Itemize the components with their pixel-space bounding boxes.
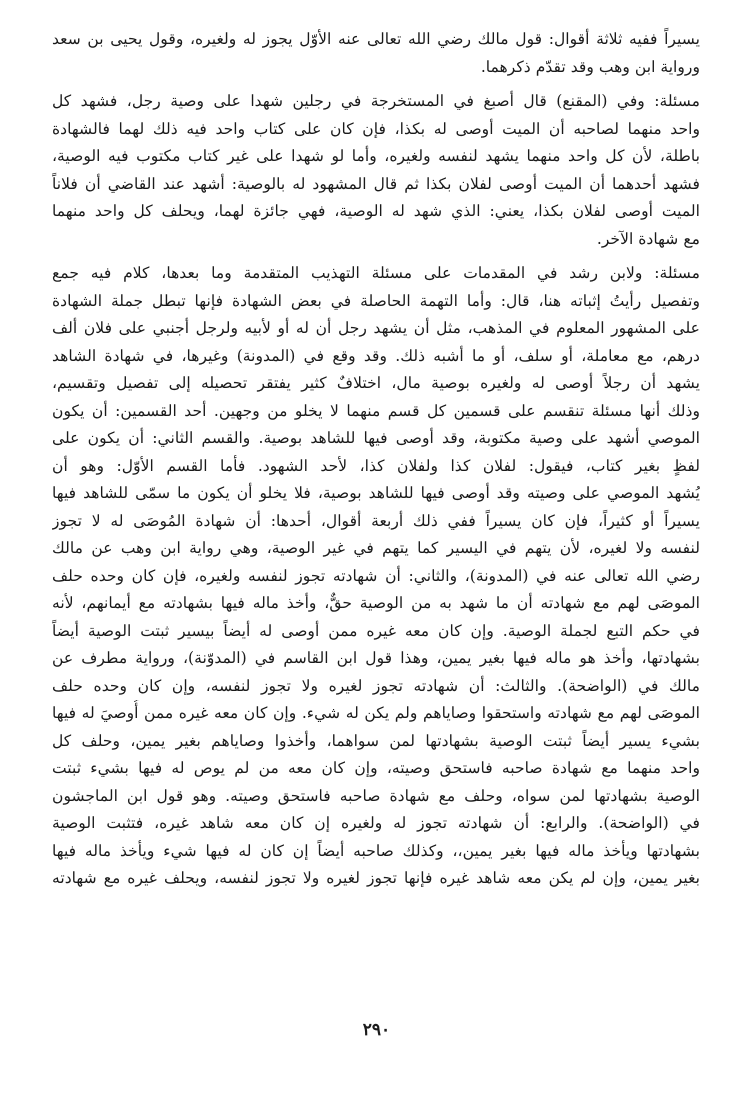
text-line: واحد منهما مع شهادة صاحبه فاستحق وصيته، وإن كان معه من لم يوص له فيها بشيء ثبتت — [52, 759, 700, 777]
text-line: ورواية ابن وهب وقد تقدّم ذكرهما. — [480, 57, 700, 76]
text-line: في حكم التبع لجملة الوصية. وإن كان معه غيره ممن أوصى له أيضاً بيسير ثبتت الوصية أيضاً — [52, 621, 700, 640]
text-line: الموصي أشهد على وصية مكتوبة، وقد أوصى فيها للشاهد بوصية. والقسم الثاني: أن يكون على — [52, 429, 700, 447]
text-line: يُشهد الموصي على وصيته وقد أوصى فيها للشاهد بوصية، فلا يخلو أن يكون ما سمّى للشاهد فيها — [52, 484, 700, 502]
text-line: وذلك أنها مسئلة تنقسم على قسمين كل قسم منهما لا يخلو من وجهين. أحد القسمين: أن يكون — [52, 401, 700, 420]
text-line: الوصية بشهادتها لمن سواه، وحلف مع شهادة صاحبه فاستحق وصيته. وهو قول ابن الماجشون — [52, 786, 700, 805]
page-number: ٢٩٠ — [362, 1020, 391, 1040]
paragraph-3 — [52, 260, 700, 893]
text-line: مسئلة: ولابن رشد في المقدمات على مسئلة التهذيب المتقدمة وما بعدها، كلام فيه جمع — [52, 264, 700, 282]
document-body — [52, 26, 700, 900]
text-line: مالك في (الواضحة). والثالث: أن شهادته تجوز لغيره ولا تجوز لنفسه، وإن كان وحده حلف — [52, 676, 700, 695]
text-line: الميت أوصى لفلان بكذا، يعني: الذي شهد له الوصية، فهي جائزة لهما، ويحلف كل واحد منهما — [52, 202, 700, 220]
text-line: باطلة، لأن كل واحد منهما يشهد لنفسه ولغيره، وأما لو شهدا على غير كتاب مكتوب فيه الوصية، — [52, 147, 700, 165]
text-line: لنفسه ولا لغيره، لأن يتهم في اليسير كما يتهم في غير الوصية، وهي رواية ابن وهب عن مالك — [52, 539, 700, 557]
paragraph-1 — [52, 26, 700, 81]
text-line: يشهد أن رجلاً أوصى له ولغيره بوصية مال، اختلافٌ كثير يفتقر تحصيله إلى تفصيل وتقسيم، — [52, 374, 700, 392]
text-line: الموصَى لهم مع شهادته واستحقوا وصاياهم ولم يكن له شيء. وإن كان معه غيره ممن أُوصيَ له فيها — [52, 704, 700, 722]
text-line: في (الواضحة). والرابع: أن شهادته تجوز له ولغيره إن كان معه شاهد غيره، فتثبت الوصية — [52, 814, 700, 832]
text-line: وتفصيل رأيتُ إثباته هنا، قال: وأما التهمة الحاصلة في بعض الشهادة فإنها تبطل جملة الشهادة — [52, 291, 700, 310]
text-line: مع شهادة الآخر. — [596, 229, 700, 248]
text-line: بشهادتها، وأخذ هو ماله فيها بغير يمين، وهذا قول ابن القاسم في (المدوّنة)، ورواية مطرف عن — [52, 649, 700, 667]
text-line: فشهد أحدهما أن الميت أوصى لفلان بكذا ثم قال المشهود له بالوصية: أشهد عند القاضي أن فلاناً — [52, 174, 700, 193]
text-line: رضي الله تعالى عنه في (المدونة)، والثاني: أن شهادته تجوز لنفسه ولغيره، فإن كان وحده حلف — [52, 566, 700, 585]
text-line: يسيراً ففيه ثلاثة أقوال: قول مالك رضي الله تعالى عنه الأوّل يجوز له ولغيره، وقول يحيى بن سعد — [52, 30, 700, 48]
text-line: واحد منهما لصاحبه أن الميت أوصى له بكذا، فإن كان على كتاب واحد فيه ذلك لهما فالشهادة — [52, 119, 700, 138]
text-line: يسيراً أو كثيراً، فإن كان يسيراً ففي ذلك أربعة أقوال، أحدها: أن شهادة المُوصَى له لا تجوز — [52, 511, 700, 530]
paragraph-2 — [52, 88, 700, 253]
text-line: بشيء يسير أيضاً ثبتت الوصية بشهادتها لمن سواهما، وأخذوا وصاياهم بغير يمين، وحلف كل — [52, 731, 700, 750]
text-line: بشهادتها ويأخذ ماله فيها بغير يمين،، وكذلك صاحبه أيضاً إن كان له فيها شيء ويأخذ ماله فيها — [52, 841, 700, 860]
text-line: الموصَى لهم مع شهادته أن ما شهد به من الوصية حقٌّ، وأخذ ماله فيها بشهادته مع أيمانهم، لأنه — [52, 594, 700, 612]
text-line: مسئلة: وفي (المقنع) قال أصبغ في المستخرجة في رجلين شهدا على وصية رجل، فشهد كل — [52, 92, 700, 110]
text-line: درهم، مع معاملة، أو سلف، أو ما أشبه ذلك. وقد وقع في (المدونة) وغيرها، في شهادة الشاهد — [52, 346, 700, 365]
text-line: على المشهور المعلوم في المذهب، مثل أن يشهد رجل أن له أو لأبيه ولرجل أجنبي على فلان ألف — [52, 319, 700, 337]
text-line: بغير يمين، وإن لم يكن معه شاهد غيره فإنها تجوز لغيره ولا تجوز لنفسه، ويحلف غيره مع شهادته — [52, 869, 700, 887]
text-line: لفظٍ بغير كتاب، فيقول: لفلان كذا ولفلان كذا، لأحد الشهود. فأما القسم الأوّل: وهو أن — [52, 456, 700, 475]
